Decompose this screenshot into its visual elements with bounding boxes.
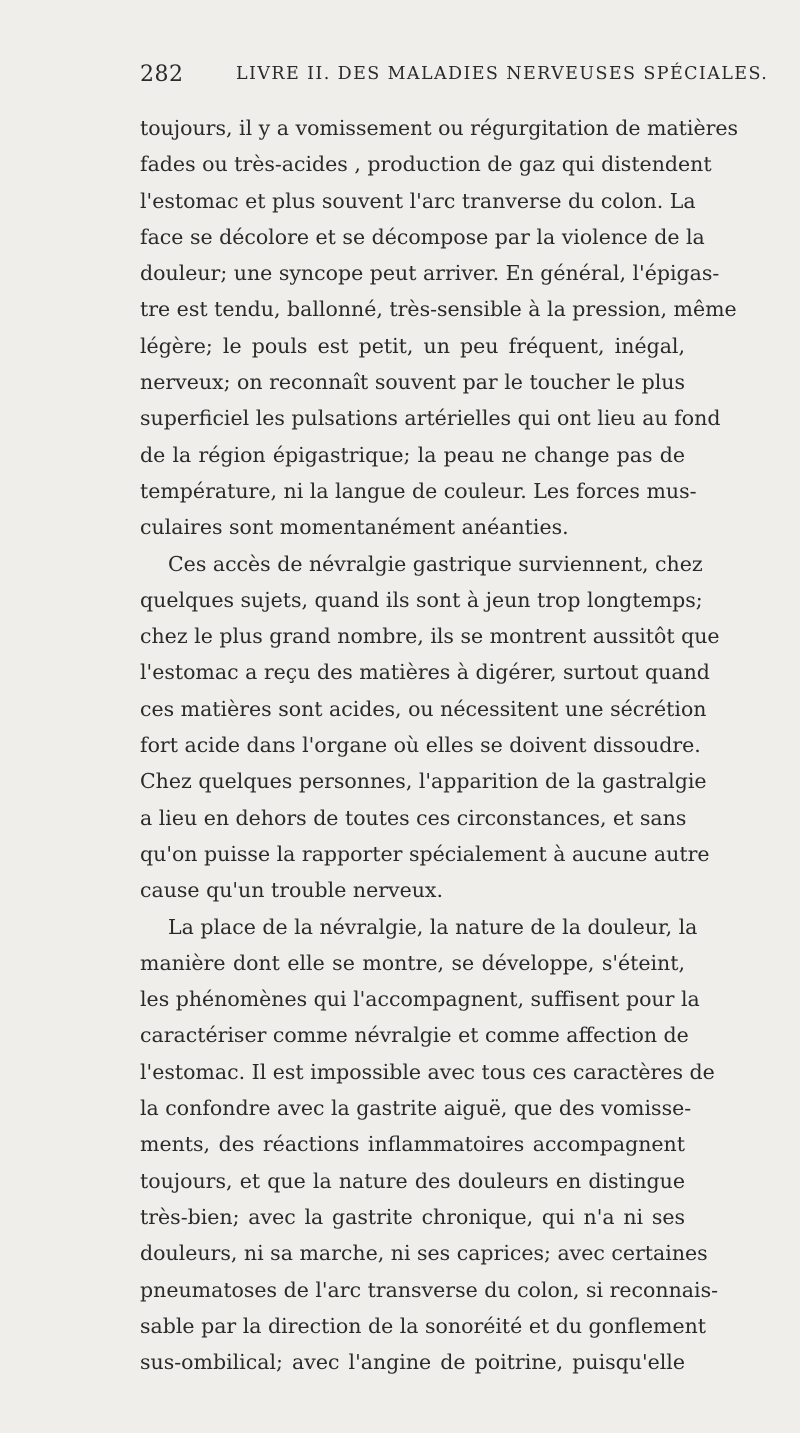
text-line: sable par la direction de la sonoréité et du gonflement (140, 1313, 707, 1338)
text-line: ments, des réactions inflammatoires accompagnent (140, 1132, 685, 1157)
text-line: caractériser comme névralgie et comme affection de (140, 1023, 689, 1048)
text-line: douleurs, ni sa marche, ni ses caprices; avec certaines (140, 1241, 708, 1266)
text-line: l'estomac a reçu des matières à digérer, surtout quand (140, 660, 710, 685)
text-line: toujours, et que la nature des douleurs en distingue (140, 1168, 685, 1193)
text-line: toujours, il y a vomissement ou régurgitation de matières (140, 116, 739, 140)
text-line: face se décolore et se décompose par la violence de la (140, 224, 705, 249)
text-line: pneumatoses de l'arc transverse du colon, si reconnais- (140, 1277, 719, 1302)
paragraph-end-line: cause qu'un trouble nerveux. (140, 878, 443, 903)
text-line: manière dont elle se montre, se développe, s'éteint, (140, 950, 685, 975)
text-line: les phénomènes qui l'accompagnent, suffisent pour la (140, 987, 700, 1012)
paragraph-end-line: culaires sont momentanément anéanties. (140, 515, 569, 540)
text-line: nerveux; on reconnaît souvent par le toucher le plus (140, 370, 685, 395)
text-line: chez le plus grand nombre, ils se montrent aussitôt que (140, 624, 720, 649)
text-line: température, ni la langue de couleur. Les forces mus- (140, 478, 697, 503)
text-line: fort acide dans l'organe où elles se doivent dissoudre. (140, 733, 701, 758)
text-line: superficiel les pulsations artérielles qui ont lieu au fond (140, 406, 721, 431)
text-line: fades ou très-acides , production de gaz qui distendent (140, 152, 712, 177)
page-number: 282 (140, 62, 184, 87)
running-title: LIVRE II. DES MALADIES NERVEUSES SPÉCIALES. (236, 64, 769, 84)
text-line: l'estomac. Il est impossible avec tous ces caractères de (140, 1059, 715, 1084)
paragraph-start-line: La place de la névralgie, la nature de la douleur, la (168, 914, 698, 939)
text-line: sus-ombilical; avec l'angine de poitrine, puisqu'elle (140, 1350, 685, 1375)
body-text (140, 110, 739, 1380)
text-line: ces matières sont acides, ou nécessitent une sécrétion (140, 696, 707, 721)
text-line: légère; le pouls est petit, un peu fréquent, inégal, (140, 333, 685, 358)
text-line: la confondre avec la gastrite aiguë, que des vomisse- (140, 1096, 692, 1121)
text-line: Chez quelques personnes, l'apparition de la gastralgie (140, 769, 707, 794)
text-line: qu'on puisse la rapporter spécialement à aucune autre (140, 841, 710, 866)
text-line: quelques sujets, quand ils sont à jeun trop longtemps; (140, 587, 703, 612)
text-line: très-bien; avec la gastrite chronique, qui n'a ni ses (140, 1204, 685, 1229)
text-line: douleur; une syncope peut arriver. En général, l'épigas- (140, 261, 720, 286)
page-header (140, 62, 769, 96)
text-line: a lieu en dehors de toutes ces circonstances, et sans (140, 805, 687, 830)
paragraph-start-line: Ces accès de névralgie gastrique surviennent, chez (168, 551, 703, 576)
text-line: de la région épigastrique; la peau ne change pas de (140, 442, 685, 467)
text-line: l'estomac et plus souvent l'arc tranverse du colon. La (140, 188, 696, 213)
text-line: tre est tendu, ballonné, très-sensible à la pression, même (140, 297, 737, 322)
